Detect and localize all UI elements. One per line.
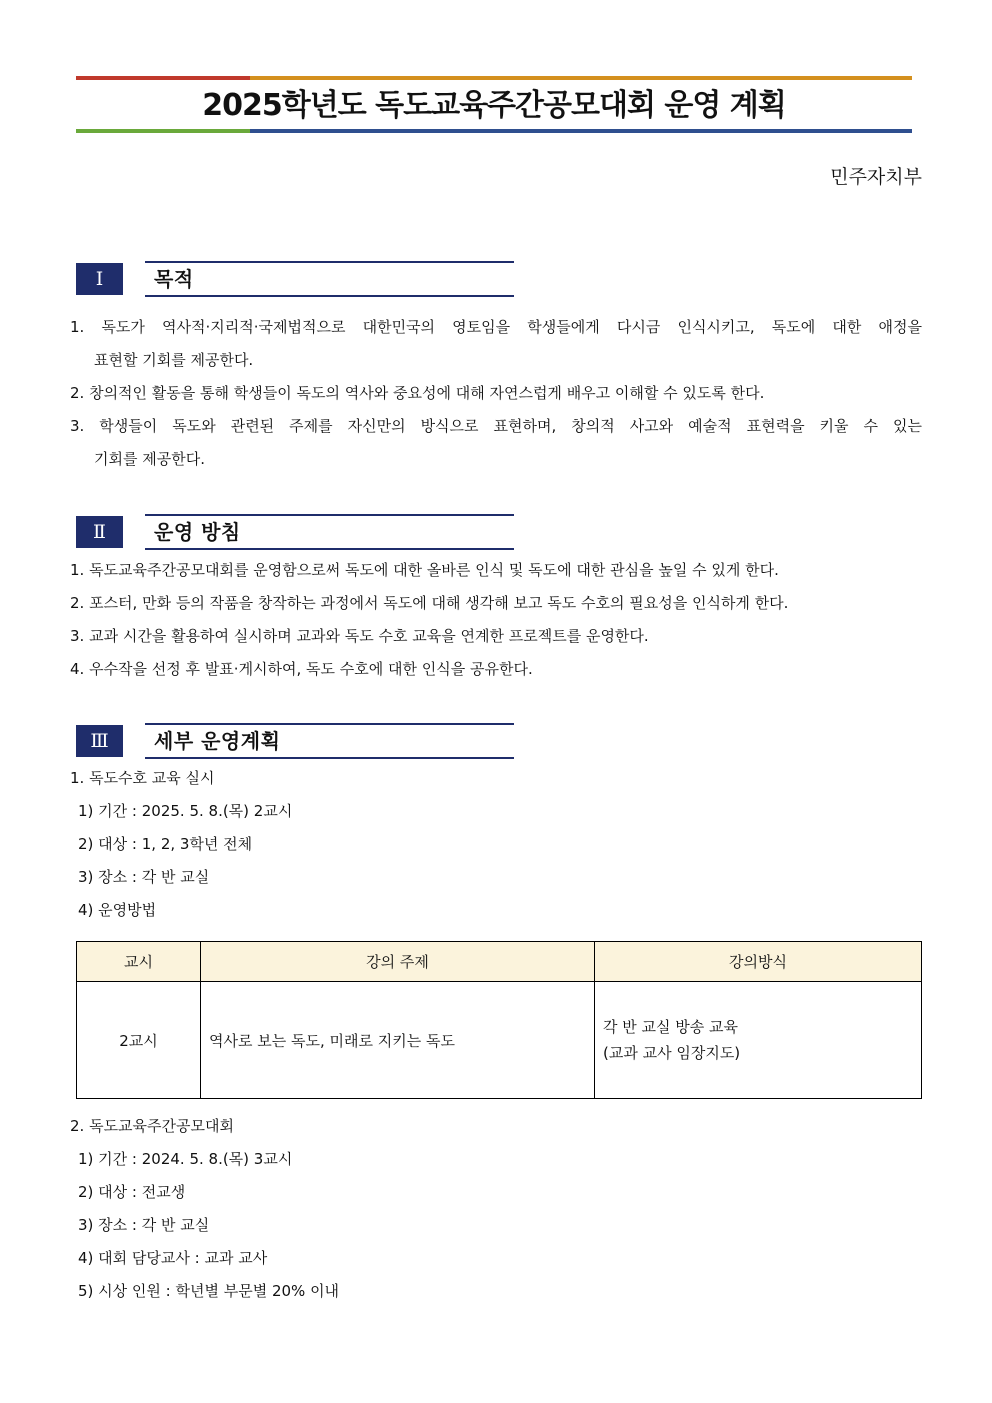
purpose-list <box>70 311 922 476</box>
title-bottom-rule-green <box>76 129 250 133</box>
purpose-item-2: 2. 창의적인 활동을 통해 학생들이 독도의 역사와 중요성에 대해 자연스럽게 배우고 이해할 수 있도록 한다. <box>70 384 765 402</box>
table-cell-method <box>595 982 922 1099</box>
detail-plan-part1 <box>70 762 922 927</box>
title-top-rule-orange <box>250 76 912 80</box>
section-heading-detail-plan <box>76 723 514 759</box>
part2-line-awards: 5) 시상 인원 : 학년별 부문별 20% 이내 <box>78 1282 340 1300</box>
table-cell-method-line1: 각 반 교실 방송 교육 <box>603 1018 738 1036</box>
part2-line-place: 3) 장소 : 각 반 교실 <box>78 1216 210 1234</box>
policy-item-4: 4. 우수작을 선정 후 발표·게시하여, 독도 수호에 대한 인식을 공유한다. <box>70 660 533 678</box>
table-cell-topic: 역사로 보는 독도, 미래로 지키는 독도 <box>201 982 595 1099</box>
part1-line-target: 2) 대상 : 1, 2, 3학년 전체 <box>78 835 253 853</box>
detail-plan-part2 <box>70 1110 922 1308</box>
part1-line-period: 1) 기간 : 2025. 5. 8.(목) 2교시 <box>78 802 293 820</box>
lesson-table-grid <box>76 941 922 1099</box>
table-header-method: 강의방식 <box>595 942 922 982</box>
title-bottom-rule-blue <box>250 129 912 133</box>
section-title: 세부 운영계획 <box>154 729 281 753</box>
section-heading-top-line <box>145 514 514 516</box>
document-title: 2025학년도 독도교육주간공모대회 운영 계획 <box>202 88 786 123</box>
section-heading-top-line <box>145 723 514 725</box>
table-cell-period: 2교시 <box>77 982 201 1099</box>
section-heading-policy <box>76 514 514 550</box>
table-cell-method-line2: (교과 교사 임장지도) <box>603 1044 741 1062</box>
section-numeral-badge: Ⅱ <box>76 516 123 548</box>
purpose-item-3-continued: 기회를 제공한다. <box>94 450 205 468</box>
lesson-table <box>76 941 921 1099</box>
part2-line-teacher: 4) 대회 담당교사 : 교과 교사 <box>78 1249 268 1267</box>
policy-item-1: 1. 독도교육주간공모대회를 운영함으로써 독도에 대한 올바른 인식 및 독도에 대한 관심을 높일 수 있게 한다. <box>70 561 779 579</box>
part2-line-target: 2) 대상 : 전교생 <box>78 1183 186 1201</box>
section-heading-top-line <box>145 261 514 263</box>
title-bottom-rule <box>76 129 912 133</box>
table-row <box>77 982 922 1099</box>
section-numeral-badge: Ⅲ <box>76 725 123 757</box>
part2-heading: 2. 독도교육주간공모대회 <box>70 1117 234 1135</box>
section-heading-bottom-line <box>145 295 514 297</box>
policy-item-3: 3. 교과 시간을 활용하여 실시하며 교과와 독도 수호 교육을 연계한 프로젝트를 운영한다. <box>70 627 649 645</box>
part1-heading: 1. 독도수호 교육 실시 <box>70 769 215 787</box>
section-title: 운영 방침 <box>154 520 241 544</box>
section-title: 목적 <box>154 267 194 291</box>
purpose-item-1-continued: 표현할 기회를 제공한다. <box>94 351 254 369</box>
part1-line-place: 3) 장소 : 각 반 교실 <box>78 868 210 886</box>
section-heading-bottom-line <box>145 548 514 550</box>
policy-list <box>70 554 922 686</box>
title-top-rule <box>76 76 912 80</box>
department-label: 민주자치부 <box>830 166 922 188</box>
table-header-period: 교시 <box>77 942 201 982</box>
policy-item-2: 2. 포스터, 만화 등의 작품을 창작하는 과정에서 독도에 대해 생각해 보고 독도 수호의 필요성을 인식하게 한다. <box>70 594 789 612</box>
table-header-topic: 강의 주제 <box>201 942 595 982</box>
purpose-item-3: 3. 학생들이 독도와 관련된 주제를 자신만의 방식으로 표현하며, 창의적 사고와 예술적 표현력을 키울 수 있는 <box>70 417 922 435</box>
section-heading-purpose <box>76 261 514 297</box>
section-heading-bottom-line <box>145 757 514 759</box>
table-header-row <box>77 942 922 982</box>
title-top-rule-red <box>76 76 250 80</box>
section-numeral-badge: Ⅰ <box>76 263 123 295</box>
part2-line-period: 1) 기간 : 2024. 5. 8.(목) 3교시 <box>78 1150 293 1168</box>
purpose-item-1: 1. 독도가 역사적·지리적·국제법적으로 대한민국의 영토임을 학생들에게 다시금 인식시키고, 독도에 대한 애정을 <box>70 318 922 336</box>
part1-line-method: 4) 운영방법 <box>78 901 157 919</box>
